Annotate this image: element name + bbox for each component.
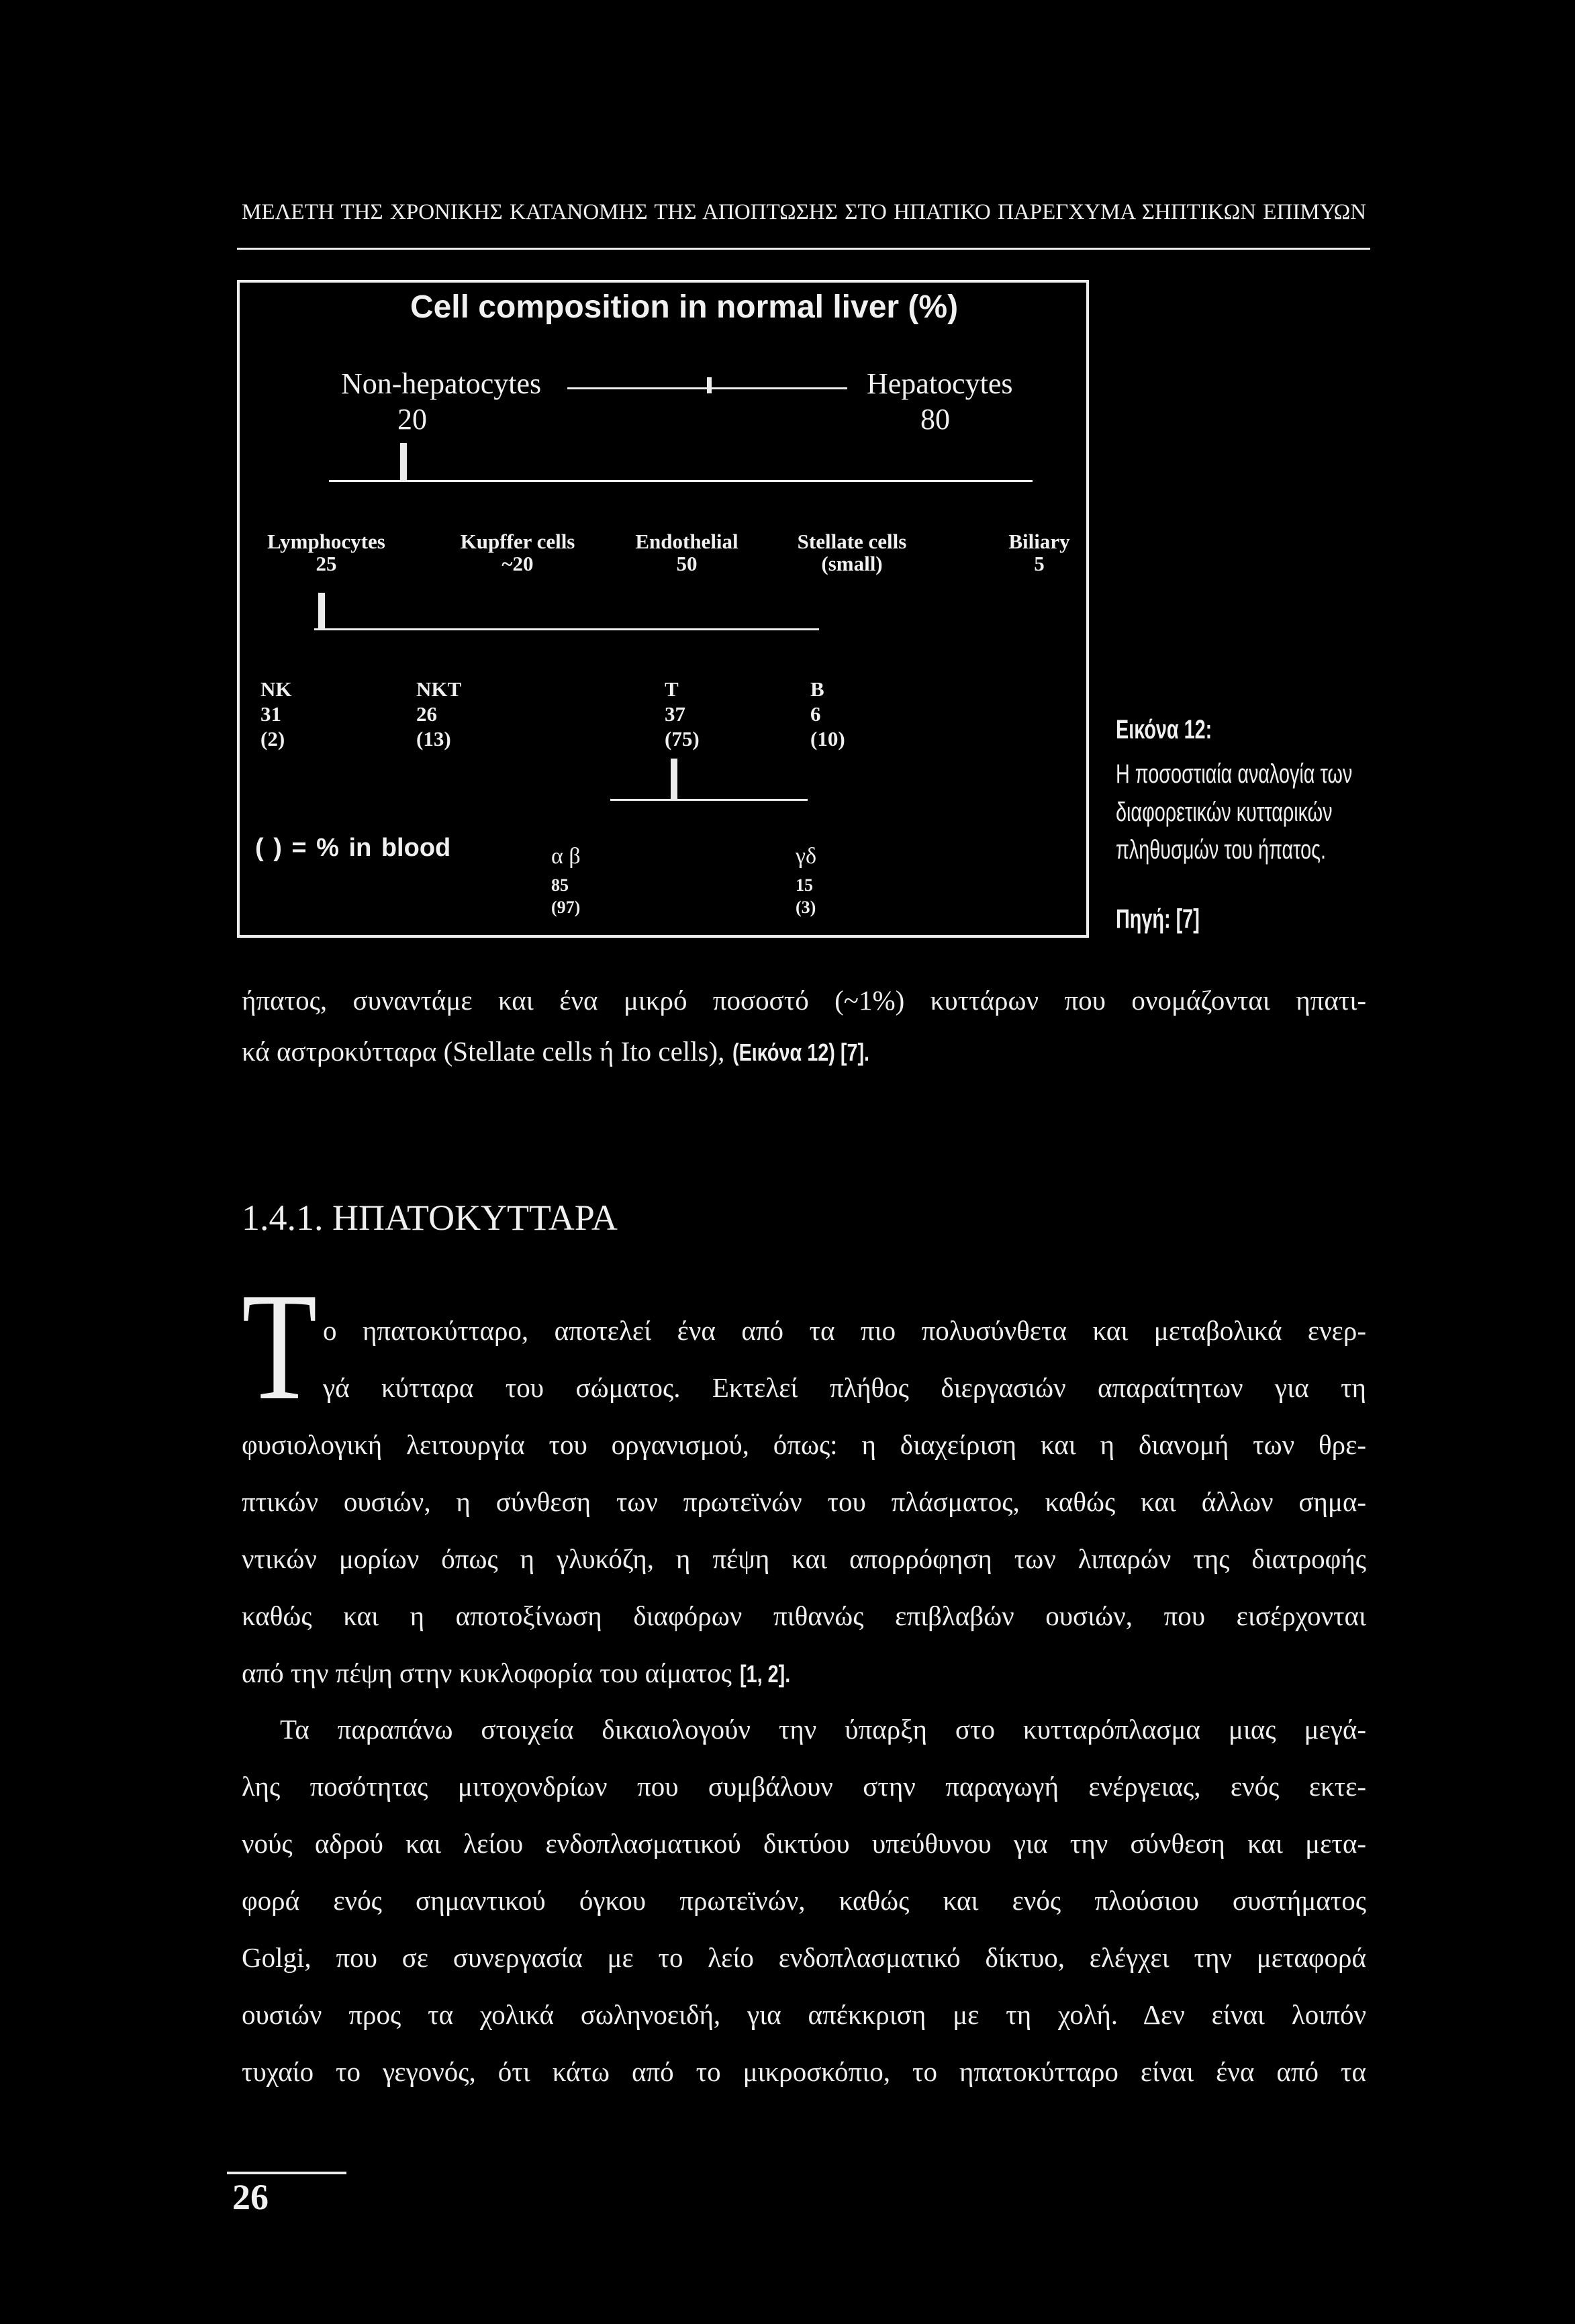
blood-value: (2) — [260, 727, 285, 751]
cell-type-value: (small) — [821, 552, 883, 575]
body-line: φορά ενός σημαντικού όγκου πρωτεϊνών, καθώς και ενός πλούσιου συστήματος — [242, 1885, 1366, 1916]
body-line: ήπατος, συναντάμε και ένα μικρό ποσοστό (~1%) κυττάρων που ονομάζονται ηπατι- — [242, 985, 1366, 1016]
figure-reference: (Εικόνα 12) [7]. — [732, 1038, 870, 1066]
body-line: Golgi, που σε συνεργασία με το λείο ενδοπλασματικό δίκτυο, ελέγχει την μεταφορά — [242, 1942, 1366, 1973]
t-subset-value: 15 — [796, 875, 813, 895]
blood-value: (75) — [665, 727, 700, 751]
level3-baseline — [314, 628, 819, 630]
lymphocyte-label: NKT — [416, 677, 462, 701]
blood-value: (3) — [796, 898, 816, 917]
drop-cap: Τ — [242, 1261, 318, 1432]
blood-value: (10) — [810, 727, 845, 751]
body-line: καθώς και η αποτοξίνωση διαφόρων πιθανώς επιβλαβών ουσιών, που εισέρχονται — [242, 1600, 1366, 1631]
cell-type-label: Endothelial — [635, 530, 738, 553]
nk-column — [260, 677, 292, 751]
level3-branch-bar — [671, 759, 677, 800]
lymphocyte-label: T — [665, 677, 679, 701]
body-line — [242, 1656, 1366, 1690]
body-line — [242, 1034, 1366, 1068]
header-rule — [237, 248, 1370, 250]
level4-baseline — [610, 799, 808, 801]
body-line: νούς αδρού και λείου ενδοπλασματικού δικτύου υπεύθυνου για την σύνθεση και μετα- — [242, 1828, 1366, 1859]
hepatocytes-value: 80 — [920, 403, 950, 436]
t-subset-label: γδ — [796, 844, 817, 869]
lymphocyte-value: 6 — [810, 702, 821, 726]
kupffer-column — [461, 530, 575, 575]
cell-type-value: ~20 — [502, 552, 534, 575]
blood-value: (13) — [416, 727, 451, 751]
caption-line: διαφορετικών κυτταρικών — [1116, 797, 1333, 827]
body-line-text: κά αστροκύτταρα (Stellate cells ή Ito cells), — [242, 1036, 725, 1067]
figure-title: Cell composition in normal liver (%) — [410, 289, 959, 325]
footer-rule — [227, 2172, 346, 2174]
level1-connector-right — [712, 387, 847, 389]
lymphocyte-value: 26 — [416, 702, 437, 726]
alpha-beta-column — [551, 843, 581, 918]
nkt-column — [416, 677, 461, 751]
non-hepatocytes-value: 20 — [397, 403, 427, 436]
cell-type-label: Kupffer cells — [460, 530, 575, 553]
lymphocyte-label: NK — [260, 677, 292, 701]
body-line: Τα παραπάνω στοιχεία δικαιολογούν την ύπαρξη στο κυτταρόπλασμα μιας μεγά- — [280, 1714, 1366, 1745]
cell-type-label: Biliary — [1008, 530, 1070, 553]
t-subset-value: 85 — [551, 875, 569, 895]
level1-connector-left — [567, 387, 708, 389]
stellate-column — [798, 530, 907, 575]
hepatocytes-label: Hepatocytes — [867, 367, 1013, 400]
b-cell-column — [810, 677, 845, 751]
non-hepatocytes-label: Non-hepatocytes — [341, 367, 542, 400]
running-header: ΜΕΛΕΤΗ ΤΗΣ ΧΡΟΝΙΚΗΣ ΚΑΤΑΝΟΜΗΣ ΤΗΣ ΑΠΟΠΤΩΣΗΣ ΣΤΟ ΗΠΑΤΙΚΟ ΠΑΡΕΓΧΥΜΑ ΣΗΠΤΙΚΩΝ ΕΠΙΜΥΩΝ — [242, 200, 1366, 224]
body-line: τυχαίο το γεγονός, ότι κάτω από το μικροσκόπιο, το ηπατοκύτταρο είναι ένα από τα — [242, 2056, 1366, 2087]
endothelial-column — [635, 530, 738, 575]
t-subset-label: α β — [551, 844, 581, 869]
level2-branch-bar — [318, 593, 325, 630]
cell-type-value: 5 — [1034, 552, 1045, 575]
biliary-column — [1008, 530, 1069, 575]
body-line: γά κύτταρα του σώματος. Εκτελεί πλήθος διεργασιών απαραίτητων για τη — [323, 1372, 1366, 1403]
cell-type-value: 50 — [676, 552, 698, 575]
cell-type-value: 25 — [316, 552, 337, 575]
body-line-text: από την πέψη στην κυκλοφορία του αίματος — [242, 1657, 732, 1688]
caption-line: Η ποσοστιαία αναλογία των — [1116, 759, 1353, 789]
body-line: ουσιών προς τα χολικά σωληνοειδή, για απέκκριση με τη χολή. Δεν είναι λοιπόν — [242, 1999, 1366, 2030]
body-line: πτικών ουσιών, η σύνθεση των πρωτεϊνών του πλάσματος, καθώς και άλλων σημα- — [242, 1486, 1366, 1517]
body-line: ο ηπατοκύτταρο, αποτελεί ένα από τα πιο πολυσύνθετα και μεταβολικά ενερ- — [323, 1315, 1366, 1346]
level1-branch-bar — [400, 443, 407, 481]
caption-line: πληθυσμών του ήπατος. — [1116, 835, 1327, 865]
cell-type-label: Lymphocytes — [267, 530, 385, 553]
caption-label: Εικόνα 12: — [1116, 715, 1212, 744]
level1-tick — [707, 377, 712, 393]
caption-source: Πηγή: [7] — [1116, 904, 1200, 934]
blood-value: (97) — [551, 898, 581, 917]
lymphocyte-label: B — [810, 677, 824, 701]
body-line: λης ποσότητας μιτοχονδρίων που συμβάλουν στην παραγωγή ενέργειας, ενός εκτε- — [242, 1771, 1366, 1802]
body-line: φυσιολογική λειτουργία του οργανισμού, όπως: η διαχείριση και η διανομή των θρε- — [242, 1429, 1366, 1460]
level2-baseline — [329, 480, 1033, 482]
page-number: 26 — [232, 2177, 269, 2217]
cell-type-label: Stellate cells — [797, 530, 907, 553]
citation-reference: [1, 2]. — [739, 1660, 791, 1688]
gamma-delta-column — [796, 843, 816, 918]
t-cell-column — [665, 677, 700, 751]
section-heading: 1.4.1. ΗΠΑΤΟΚΥΤΤΑΡΑ — [242, 1198, 618, 1238]
body-line: ντικών μορίων όπως η γλυκόζη, η πέψη και απορρόφηση των λιπαρών της διατροφής — [242, 1543, 1366, 1574]
lymphocyte-value: 31 — [260, 702, 281, 726]
blood-legend: ( ) = % in blood — [255, 834, 451, 862]
lymphocyte-value: 37 — [665, 702, 685, 726]
lymphocytes-column — [267, 530, 385, 575]
